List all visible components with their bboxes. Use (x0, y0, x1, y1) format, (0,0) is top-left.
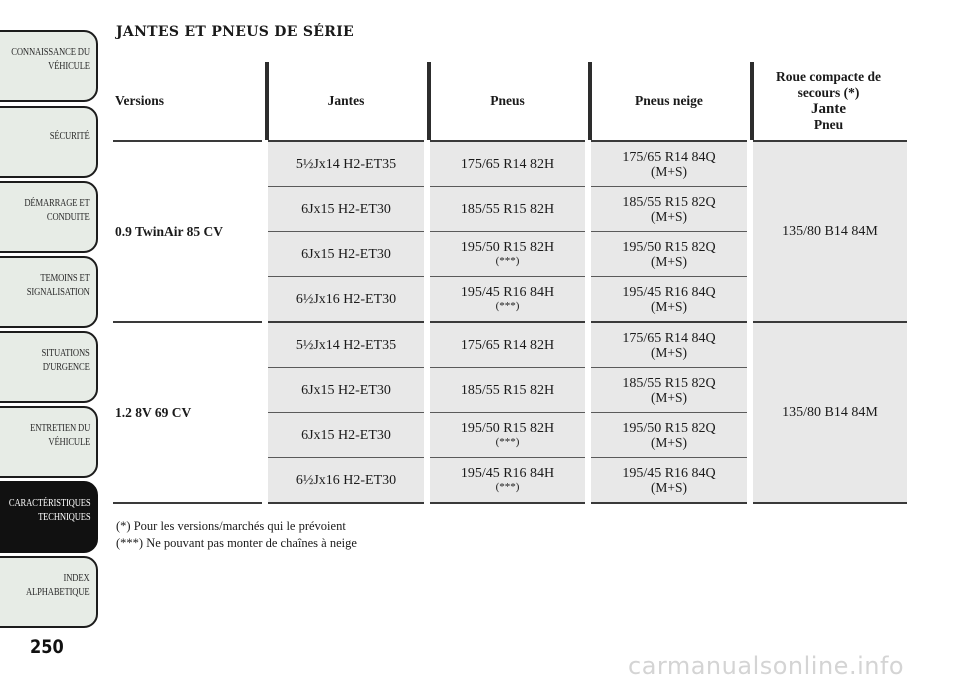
pneu-cell: 175/65 R14 82H (427, 141, 588, 187)
header-jantes: Jantes (265, 62, 427, 141)
tab-label: ENTRETIEN DU VÉHICULE (30, 423, 90, 448)
header-pneus-neige: Pneus neige (588, 62, 750, 141)
pneu-neige-cell: 195/45 R16 84Q (M+S) (588, 277, 750, 323)
pneu-cell: 195/45 R16 84H (***) (427, 458, 588, 504)
header-pneus: Pneus (427, 62, 588, 141)
footnote: (***) Ne pouvant pas monter de chaînes à neige (116, 536, 357, 550)
pneu-neige-cell: 195/50 R15 82Q (M+S) (588, 413, 750, 458)
table-row (113, 141, 907, 187)
version-cell: 1.2 8V 69 CV (113, 322, 265, 503)
header-roue-compacte: Roue compacte de secours (*) Jante Pneu (750, 62, 907, 141)
watermark-url: carmanualsonline.info (628, 652, 905, 680)
jante-cell: 6½Jx16 H2-ET30 (265, 277, 427, 323)
tab-label: CONNAISSANCE DU VÉHICULE (11, 47, 90, 72)
pneu-cell: 185/55 R15 82H (427, 187, 588, 232)
pneu-neige-cell: 175/65 R14 84Q (M+S) (588, 322, 750, 368)
pneu-neige-cell: 195/50 R15 82Q (M+S) (588, 232, 750, 277)
tab-temoins-et-signalisation[interactable] (0, 256, 98, 328)
jante-cell: 6Jx15 H2-ET30 (265, 413, 427, 458)
jante-cell: 6Jx15 H2-ET30 (265, 187, 427, 232)
tab-situations-d-urgence[interactable] (0, 331, 98, 403)
tab-label: DÉMARRAGE ET CONDUITE (24, 198, 90, 223)
jante-cell: 6Jx15 H2-ET30 (265, 368, 427, 413)
pneu-neige-cell: 185/55 R15 82Q (M+S) (588, 187, 750, 232)
table-row (113, 322, 907, 368)
tab-label: CARACTÉRISTIQUES TECHNIQUES (8, 498, 90, 523)
pneu-cell: 195/50 R15 82H (***) (427, 232, 588, 277)
chapter-sidebar (0, 0, 100, 686)
spare-cell: 135/80 B14 84M (750, 322, 907, 503)
pneu-cell: 195/45 R16 84H (***) (427, 277, 588, 323)
tab-entretien-du-vehicule[interactable] (0, 406, 98, 478)
footnote: (*) Pour les versions/marchés qui le prévoient (116, 519, 346, 533)
pneu-cell: 175/65 R14 82H (427, 322, 588, 368)
jante-cell: 5½Jx14 H2-ET35 (265, 141, 427, 187)
pneu-neige-cell: 195/45 R16 84Q (M+S) (588, 458, 750, 504)
tab-caracteristiques-techniques[interactable] (0, 481, 98, 553)
tab-label: SÉCURITÉ (50, 131, 90, 142)
header-versions: Versions (113, 62, 265, 141)
tab-connaissance-du-vehicule[interactable] (0, 30, 98, 102)
page-number: 250 (30, 636, 64, 658)
pneu-cell: 185/55 R15 82H (427, 368, 588, 413)
tab-demarrage-et-conduite[interactable] (0, 181, 98, 253)
jante-cell: 6Jx15 H2-ET30 (265, 232, 427, 277)
table-header-row (113, 62, 907, 141)
tab-label: TEMOINS ET SIGNALISATION (27, 273, 90, 298)
version-cell: 0.9 TwinAir 85 CV (113, 141, 265, 322)
tab-securite[interactable] (0, 106, 98, 178)
pneu-cell: 195/50 R15 82H (***) (427, 413, 588, 458)
spare-cell: 135/80 B14 84M (750, 141, 907, 322)
jante-cell: 6½Jx16 H2-ET30 (265, 458, 427, 504)
tab-index-alphabetique[interactable] (0, 556, 98, 628)
tab-label: SITUATIONS D'URGENCE (41, 348, 90, 373)
tires-table (113, 62, 907, 504)
tab-label: INDEX ALPHABETIQUE (26, 573, 90, 598)
footnotes (116, 518, 357, 552)
pneu-neige-cell: 175/65 R14 84Q (M+S) (588, 141, 750, 187)
jante-cell: 5½Jx14 H2-ET35 (265, 322, 427, 368)
section-title: JANTES ET PNEUS DE SÉRIE (116, 24, 355, 40)
pneu-neige-cell: 185/55 R15 82Q (M+S) (588, 368, 750, 413)
